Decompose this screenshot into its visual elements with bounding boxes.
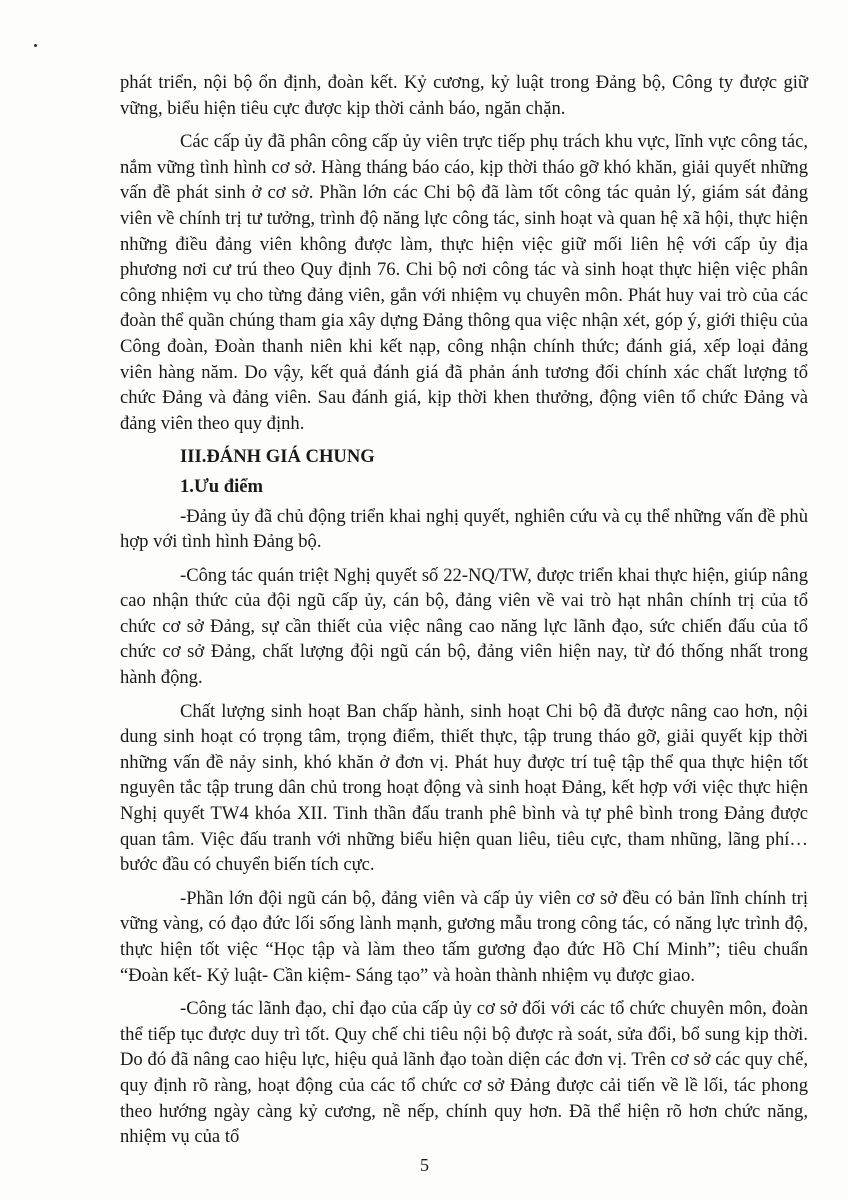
- document-body: [120, 70, 808, 1158]
- paragraph-cadres-members: -Phần lớn đội ngũ cán bộ, đảng viên và cấp ủy viên cơ sở đều có bản lĩnh chính trị vững vàng, có đạo đức lối sống lành mạnh, gương mẫu trong công tác, có năng lực trình độ, thực hiện tốt việc “Học tập và làm theo tấm gương đạo đức Hồ Chí Minh”; tiêu chuẩn “Đoàn kết- Kỷ luật- Cần kiệm- Sáng tạo” và hoàn thành nhiệm vụ được giao.: [120, 887, 808, 986]
- paragraph-resolution-22: -Công tác quán triệt Nghị quyết số 22-NQ/TW, được triển khai thực hiện, giúp nâng cao nhận thức của đội ngũ cấp ủy, cán bộ, đảng viên về vai trò hạt nhân chính trị của tổ chức cơ sở Đảng, sự cần thiết của việc nâng cao năng lực lãnh đạo, sức chiến đấu của tổ chức cơ sở Đảng, chất lượng đội ngũ cán bộ, đảng viên hiện nay, từ đó thống nhất trong hành động.: [120, 564, 808, 689]
- paragraph-leadership: -Công tác lãnh đạo, chỉ đạo của cấp ủy cơ sở đối với các tổ chức chuyên môn, đoàn thể tiếp tục được duy trì tốt. Quy chế chi tiêu nội bộ được rà soát, sửa đổi, bổ sung kịp thời. Do đó đã nâng cao hiệu lực, hiệu quả lãnh đạo toàn diện các đơn vị. Trên cơ sở các quy chế, quy định rõ ràng, hoạt động của các tổ chức cơ sở Đảng được cải tiến về lề lối, tác phong theo hướng ngày càng kỷ cương, nề nếp, chính quy hơn. Đã thể hiện rõ hơn chức năng, nhiệm vụ của tổ: [120, 998, 808, 1148]
- section-heading: III.ĐÁNH GIÁ CHUNG: [180, 446, 375, 468]
- paragraph-party-committee-assignment: Các cấp ủy đã phân công cấp ủy viên trực tiếp phụ trách khu vực, lĩnh vực công tác, nắm vững tình hình cơ sở. Hàng tháng báo cáo, kịp thời tháo gỡ khó khăn, giải quyết những vấn đề phát sinh ở cơ sở. Phần lớn các Chi bộ đã làm tốt công tác quản lý, giám sát đảng viên về chính trị tư tưởng, trình độ năng lực công tác, sinh hoạt và quan hệ xã hội, thực hiện những điều đảng viên không được làm, thực hiện việc giữ mối liên hệ với cấp ủy địa phương nơi cư trú theo Quy định 76. Chi bộ nơi công tác và sinh hoạt thực hiện việc phân công nhiệm vụ cho từng đảng viên, gắn với nhiệm vụ chuyên môn. Phát huy vai trò của các đoàn thể quần chúng tham gia xây dựng Đảng thông qua việc nhận xét, góp ý, giới thiệu của Công đoàn, Đoàn thanh niên khi kết nạp, công nhận chính thức; đánh giá, xếp loại đảng viên hàng năm. Do vậy, kết quả đánh giá đã phản ánh tương đối chính xác chất lượng tổ chức Đảng và đảng viên. Sau đánh giá, kịp thời khen thưởng, động viên tổ chức Đảng và đảng viên theo quy định.: [120, 131, 808, 434]
- subsection-heading: 1.Ưu điểm: [180, 475, 263, 497]
- page-number: 5: [420, 1155, 429, 1175]
- scan-dot: [34, 44, 37, 47]
- paragraph-continuation: phát triển, nội bộ ổn định, đoàn kết. Kỷ cương, kỷ luật trong Đảng bộ, Công ty được giữ vững, biểu hiện tiêu cực được kịp thời cảnh báo, ngăn chặn.: [120, 72, 808, 119]
- paragraph-activity-quality: Chất lượng sinh hoạt Ban chấp hành, sinh hoạt Chi bộ đã được nâng cao hơn, nội dung sinh hoạt có trọng tâm, trọng điểm, thiết thực, tập trung tháo gỡ, giải quyết kịp thời những vấn đề nảy sinh, khó khăn ở đơn vị. Phát huy được trí tuệ tập thể qua thực hiện tốt nguyên tắc tập trung dân chủ trong hoạt động và sinh hoạt Đảng, kết hợp với việc thực hiện Nghị quyết TW4 khóa XII. Tinh thần đấu tranh phê bình và tự phê bình trong Đảng được quan tâm. Việc đấu tranh với những biểu hiện quan liêu, tiêu cực, tham nhũng, lãng phí… bước đầu có chuyển biến tích cực.: [120, 700, 808, 876]
- paragraph-resolution-deployment: -Đảng ủy đã chủ động triển khai nghị quyết, nghiên cứu và cụ thể những vấn đề phù hợp với tình hình Đảng bộ.: [120, 505, 808, 553]
